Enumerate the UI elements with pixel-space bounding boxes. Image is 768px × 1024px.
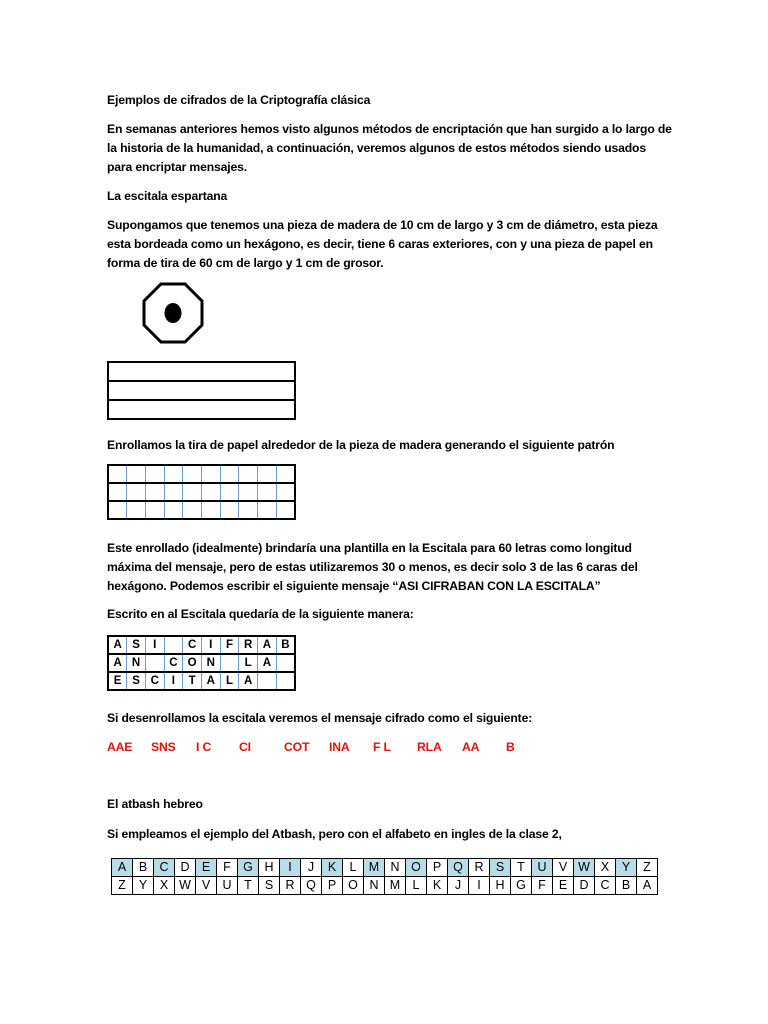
pattern-cell: [164, 483, 183, 501]
scytale-cell: A: [201, 672, 220, 690]
scytale-cell: A: [108, 636, 127, 654]
intro-line-1: En semanas anteriores hemos visto algunos métodos de encriptación que han surgido a lo largo de: [107, 122, 672, 136]
atbash-plain-cell: D: [175, 859, 196, 877]
atbash-plain-cell: X: [595, 859, 616, 877]
pattern-cell: [164, 501, 183, 519]
cipher-group: AA: [462, 740, 480, 754]
pattern-cell: [201, 483, 220, 501]
atbash-cipher-cell: D: [574, 877, 595, 895]
pattern-cell: [145, 501, 164, 519]
atbash-cipher-cell: I: [469, 877, 490, 895]
atbash-plain-cell: S: [490, 859, 511, 877]
scytale-cell: I: [145, 636, 164, 654]
scytale-row-2: [108, 654, 295, 672]
pattern-cell: [258, 483, 277, 501]
atbash-cipher-cell: R: [280, 877, 301, 895]
pattern-cell: [108, 501, 127, 519]
pattern-grid: [107, 464, 296, 520]
scytale-cell: L: [239, 654, 258, 672]
atbash-plain-cell: V: [553, 859, 574, 877]
pattern-cell: [127, 501, 146, 519]
cipher-group: I C: [196, 740, 212, 754]
explanation-line-1: Este enrollado (idealmente) brindaría una plantilla en la Escitala para 60 letras como longitud: [107, 541, 632, 555]
paper-strip-figure: [107, 361, 296, 420]
cipher-group: COT: [284, 740, 310, 754]
scytale-cell: R: [239, 636, 258, 654]
scytale-cell: S: [127, 672, 146, 690]
strip-row: [108, 381, 295, 400]
atbash-plain-cell: W: [574, 859, 595, 877]
roll-text: Enrollamos la tira de papel alrededor de la pieza de madera generando el siguiente patrón: [107, 438, 615, 452]
pattern-cell: [201, 501, 220, 519]
pattern-cell: [258, 465, 277, 483]
pattern-cell: [239, 465, 258, 483]
atbash-plain-cell: F: [217, 859, 238, 877]
atbash-cipher-cell: F: [532, 877, 553, 895]
pattern-cell: [164, 465, 183, 483]
octagon-wood-figure: [142, 282, 204, 344]
strip-row: [108, 400, 295, 419]
scytale-cell: I: [201, 636, 220, 654]
scytale-cell: S: [127, 636, 146, 654]
atbash-plain-cell: Q: [448, 859, 469, 877]
atbash-cipher-cell: T: [238, 877, 259, 895]
scytale-cell: [258, 672, 277, 690]
atbash-cipher-cell: A: [637, 877, 658, 895]
center-dot: [165, 303, 182, 323]
cipher-group: RLA: [417, 740, 442, 754]
atbash-plain-cell: O: [406, 859, 427, 877]
atbash-cipher-cell: S: [259, 877, 280, 895]
atbash-plain-cell: B: [133, 859, 154, 877]
pattern-cell: [239, 483, 258, 501]
atbash-cipher-cell: Y: [133, 877, 154, 895]
pattern-cell: [183, 501, 202, 519]
explanation-line-3: hexágono. Podemos escribir el siguiente mensaje “ASI CIFRABAN CON LA ESCITALA”: [107, 579, 601, 593]
atbash-cipher-cell: E: [553, 877, 574, 895]
cipher-group: F L: [373, 740, 391, 754]
atbash-plain-cell: P: [427, 859, 448, 877]
atbash-desc: Si empleamos el ejemplo del Atbash, pero con el alfabeto en ingles de la clase 2,: [107, 827, 562, 841]
scytale-cell: O: [183, 654, 202, 672]
atbash-cipher-cell: O: [343, 877, 364, 895]
atbash-plain-cell: C: [154, 859, 175, 877]
scytale-desc-line-1: Supongamos que tenemos una pieza de madera de 10 cm de largo y 3 cm de diámetro, esta pieza: [107, 218, 658, 232]
atbash-cipher-cell: Z: [112, 877, 133, 895]
cipher-group: AAE: [107, 740, 133, 754]
scytale-cell: E: [108, 672, 127, 690]
atbash-cipher-cell: W: [175, 877, 196, 895]
scytale-desc-line-3: forma de tira de 60 cm de largo y 1 cm de grosor.: [107, 256, 384, 270]
atbash-plain-row: [112, 859, 658, 877]
cipher-group: SNS: [151, 740, 176, 754]
strip-row: [108, 362, 295, 381]
pattern-cell: [127, 465, 146, 483]
scytale-cell: A: [239, 672, 258, 690]
pattern-cell: [145, 465, 164, 483]
atbash-cipher-cell: L: [406, 877, 427, 895]
atbash-cipher-cell: C: [595, 877, 616, 895]
scytale-cell: C: [164, 654, 183, 672]
atbash-cipher-cell: N: [364, 877, 385, 895]
atbash-cipher-cell: V: [196, 877, 217, 895]
scytale-cell: F: [220, 636, 239, 654]
atbash-cipher-cell: P: [322, 877, 343, 895]
explanation-line-2: máxima del mensaje, pero de estas utilizaremos 30 o menos, es decir solo 3 de las 6 caras del: [107, 560, 638, 574]
atbash-plain-cell: J: [301, 859, 322, 877]
pattern-cell: [276, 465, 295, 483]
pattern-cell: [108, 465, 127, 483]
scytale-desc-line-2: esta bordeada como un hexágono, es decir, tiene 6 caras exteriores, con y una pieza de papel en: [107, 237, 653, 251]
written-text: Escrito en al Escitala quedaría de la siguiente manera:: [107, 607, 414, 621]
atbash-plain-cell: G: [238, 859, 259, 877]
atbash-plain-cell: Z: [637, 859, 658, 877]
atbash-plain-cell: U: [532, 859, 553, 877]
cipher-group: INA: [329, 740, 350, 754]
pattern-cell: [220, 465, 239, 483]
scytale-cell: A: [108, 654, 127, 672]
atbash-plain-cell: Y: [616, 859, 637, 877]
scytale-cell: [276, 672, 295, 690]
scytale-cell: A: [258, 636, 277, 654]
scytale-cell: L: [220, 672, 239, 690]
pattern-cell: [276, 501, 295, 519]
atbash-cipher-cell: B: [616, 877, 637, 895]
pattern-cell: [183, 483, 202, 501]
scytale-cell: C: [183, 636, 202, 654]
atbash-table: [111, 858, 658, 895]
atbash-plain-cell: H: [259, 859, 280, 877]
cipher-output: [0, 738, 768, 757]
atbash-plain-cell: A: [112, 859, 133, 877]
scytale-cell: C: [145, 672, 164, 690]
atbash-plain-cell: E: [196, 859, 217, 877]
atbash-cipher-cell: U: [217, 877, 238, 895]
pattern-cell: [220, 483, 239, 501]
pattern-cell: [220, 501, 239, 519]
scytale-cell: [164, 636, 183, 654]
atbash-plain-cell: M: [364, 859, 385, 877]
scytale-cell: [220, 654, 239, 672]
cipher-group: B: [506, 740, 515, 754]
atbash-plain-cell: N: [385, 859, 406, 877]
scytale-cell: [276, 654, 295, 672]
atbash-heading: El atbash hebreo: [107, 797, 203, 811]
atbash-cipher-cell: M: [385, 877, 406, 895]
scytale-row-1: [108, 636, 295, 654]
atbash-cipher-cell: K: [427, 877, 448, 895]
atbash-cipher-cell: J: [448, 877, 469, 895]
scytale-cell: B: [276, 636, 295, 654]
atbash-cipher-cell: X: [154, 877, 175, 895]
scytale-cell: N: [201, 654, 220, 672]
atbash-plain-cell: I: [280, 859, 301, 877]
atbash-cipher-row: [112, 877, 658, 895]
cipher-group: CI: [239, 740, 251, 754]
pattern-cell: [201, 465, 220, 483]
scytale-cell: [145, 654, 164, 672]
atbash-plain-cell: L: [343, 859, 364, 877]
page-title: Ejemplos de cifrados de la Criptografía clásica: [107, 93, 371, 107]
atbash-plain-cell: R: [469, 859, 490, 877]
scytale-cell: I: [164, 672, 183, 690]
unroll-text: Si desenrollamos la escitala veremos el mensaje cifrado como el siguiente:: [107, 711, 533, 725]
pattern-cell: [276, 483, 295, 501]
atbash-cipher-cell: H: [490, 877, 511, 895]
scytale-cell: A: [258, 654, 277, 672]
pattern-cell: [239, 501, 258, 519]
scytale-grid: [107, 635, 296, 691]
scytale-cell: N: [127, 654, 146, 672]
intro-line-2: la historia de la humanidad, a continuación, veremos algunos de estos métodos siendo usados: [107, 141, 646, 155]
scytale-heading: La escitala espartana: [107, 189, 228, 203]
pattern-cell: [127, 483, 146, 501]
atbash-cipher-cell: Q: [301, 877, 322, 895]
intro-line-3: para encriptar mensajes.: [107, 160, 248, 174]
scytale-cell: T: [183, 672, 202, 690]
atbash-plain-cell: K: [322, 859, 343, 877]
pattern-cell: [258, 501, 277, 519]
pattern-cell: [183, 465, 202, 483]
atbash-plain-cell: T: [511, 859, 532, 877]
atbash-cipher-cell: G: [511, 877, 532, 895]
pattern-cell: [108, 483, 127, 501]
pattern-cell: [145, 483, 164, 501]
scytale-row-3: [108, 672, 295, 690]
